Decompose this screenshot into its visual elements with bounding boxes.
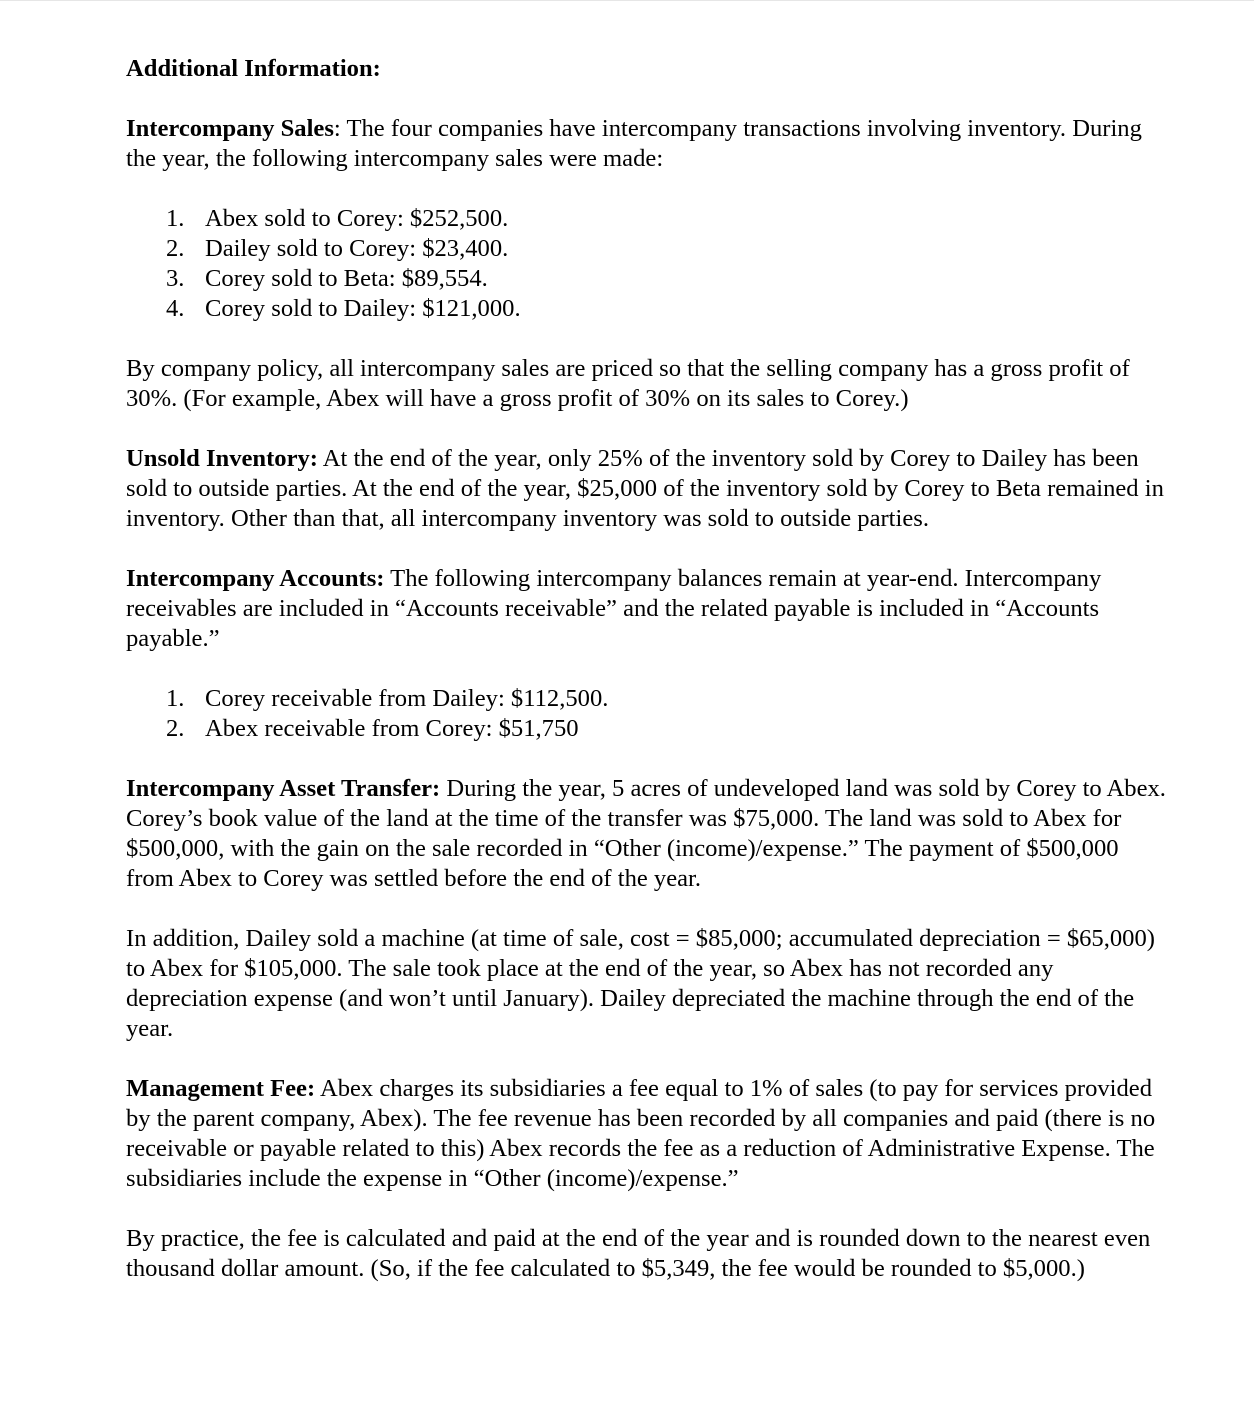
list-item — [126, 234, 1166, 264]
fee-rounding-paragraph: By practice, the fee is calculated and paid at the end of the year and is rounded down to the nearest even thousand dollar amount. (So, if the fee calculated to $5,349, the fee would be rounded to $5,000.) — [126, 1225, 1151, 1282]
list-item — [126, 204, 1166, 234]
list-item — [126, 294, 1166, 324]
list-item — [126, 714, 1166, 744]
list-item-text: Abex receivable from Corey: $51,750 — [205, 715, 579, 742]
intercompany-sales-section — [126, 114, 1166, 174]
asset-transfer-label: Intercompany Asset Transfer: — [126, 775, 441, 802]
list-item-number: 4. — [166, 295, 185, 322]
intercompany-accounts-label: Intercompany Accounts: — [126, 565, 385, 592]
asset-transfer-section — [126, 774, 1166, 894]
list-item-text: Corey sold to Dailey: $121,000. — [205, 295, 521, 322]
list-item — [126, 684, 1166, 714]
page-heading: Additional Information: — [126, 55, 381, 82]
list-item-text: Abex sold to Corey: $252,500. — [205, 205, 509, 232]
list-item-number: 2. — [166, 715, 185, 742]
intercompany-sales-label: Intercompany Sales — [126, 115, 334, 142]
list-item-text: Dailey sold to Corey: $23,400. — [205, 235, 509, 262]
pricing-policy-paragraph: By company policy, all intercompany sales are priced so that the selling company has a gross profit of 30%. (For example, Abex will have a gross profit of 30% on its sales to Corey.) — [126, 355, 1130, 412]
unsold-inventory-text: At the end of the year, only 25% of the inventory sold by Corey to Dailey has been sold to outside parties. At the end of the year, $25,000 of the inventory sold by Corey to Beta remained in inventory. Other than that, all intercompany inventory was sold to outside parties. — [126, 445, 1164, 532]
list-item — [126, 264, 1166, 294]
intercompany-sales-text: : The four companies have intercompany transactions involving inventory. During the year, the following intercompany sales were made: — [126, 115, 1142, 172]
list-item-number: 3. — [166, 265, 185, 292]
page-top-border — [0, 0, 1254, 1]
document-page — [126, 54, 1166, 1314]
unsold-inventory-section — [126, 444, 1166, 534]
unsold-inventory-label: Unsold Inventory: — [126, 445, 318, 472]
asset-transfer-text: During the year, 5 acres of undeveloped land was sold by Corey to Abex. Corey’s book value of the land at the time of the transfer was $75,000. The land was sold to Abex for $500,000, with the gain on the sale recorded in “Other (income)/expense.” The payment of $500,000 from Abex to Corey was settled before the end of the year. — [126, 775, 1166, 892]
intercompany-sales-list — [126, 204, 1166, 324]
management-fee-section — [126, 1074, 1166, 1194]
management-fee-label: Management Fee: — [126, 1075, 316, 1102]
intercompany-accounts-text: The following intercompany balances remain at year-end. Intercompany receivables are included in “Accounts receivable” and the related payable is included in “Accounts payable.” — [126, 565, 1102, 652]
list-item-number: 2. — [166, 235, 185, 262]
list-item-text: Corey receivable from Dailey: $112,500. — [205, 685, 609, 712]
list-item-number: 1. — [166, 685, 185, 712]
list-item-text: Corey sold to Beta: $89,554. — [205, 265, 488, 292]
intercompany-accounts-section — [126, 564, 1166, 654]
intercompany-accounts-list — [126, 684, 1166, 744]
list-item-number: 1. — [166, 205, 185, 232]
machine-sale-paragraph: In addition, Dailey sold a machine (at time of sale, cost = $85,000; accumulated depreciation = $65,000) to Abex for $105,000. The sale took place at the end of the year, so Abex has not recorded any depreciation expense (and won’t until January). Dailey depreciated the machine through the end of the year. — [126, 925, 1155, 1042]
management-fee-text: Abex charges its subsidiaries a fee equal to 1% of sales (to pay for services provided by the parent company, Abex). The fee revenue has been recorded by all companies and paid (there is no receivable or payable related to this) Abex records the fee as a reduction of Administrative Expense. The subsidiaries include the expense in “Other (income)/expense.” — [126, 1075, 1156, 1192]
